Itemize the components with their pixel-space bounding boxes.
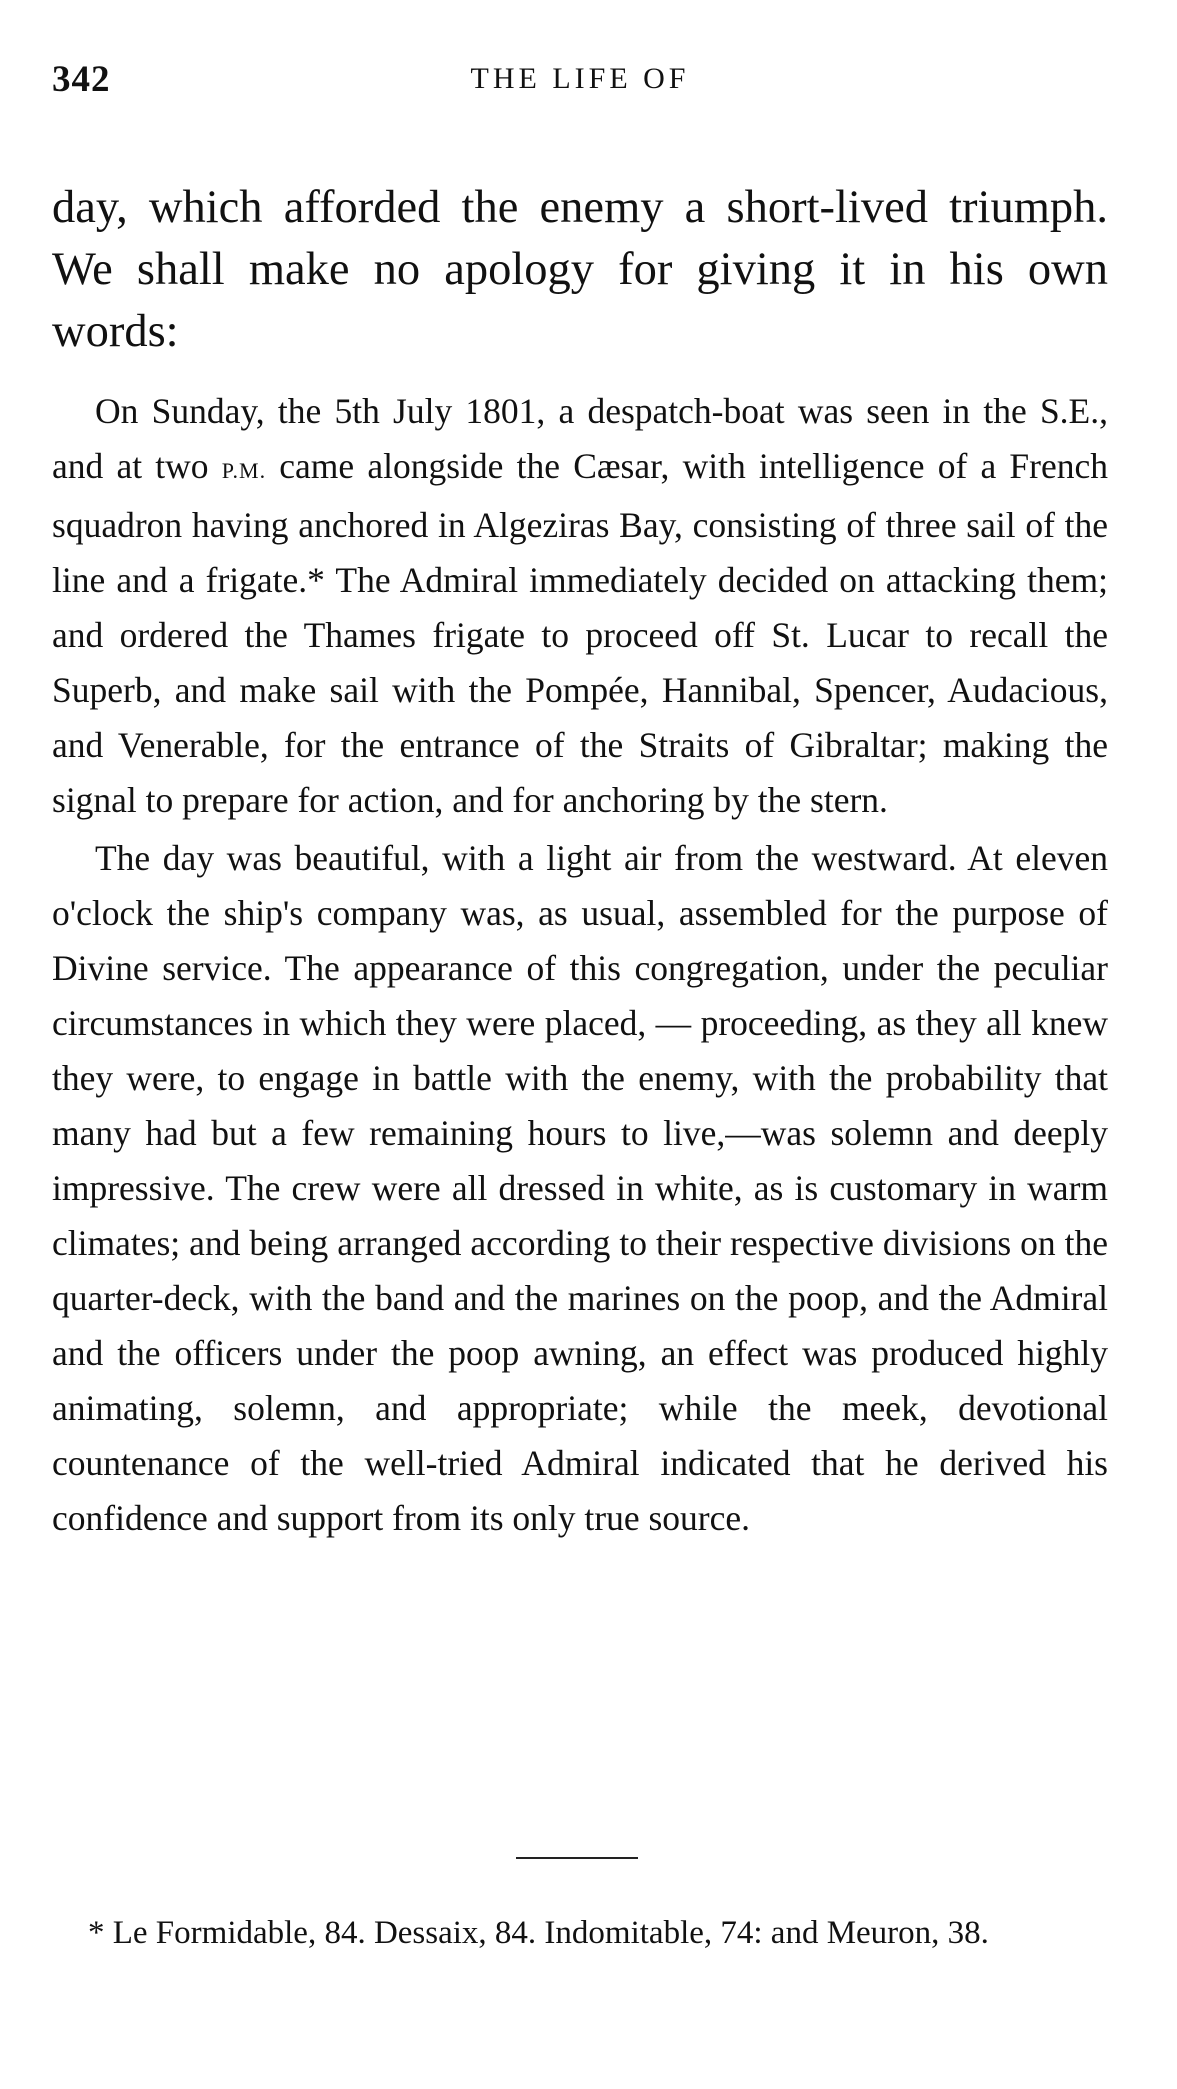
paragraph-1-text-end: came alongside the Cæsar, with intelligence of a French squadron having anchored in Algeziras Bay, consisting of three sail of the line and a frigate.* The Admiral immediately decided on attacking them; and ordered the Thames frigate to proceed off St. Lucar to recall the Superb, and make sail with the Pompée, Hannibal, Spencer, Audacious, and Venerable, for the entrance of the Straits of Gibraltar; making the signal to prepare for action, and for anchoring by the stern. xyxy=(52,446,1108,820)
footnote xyxy=(52,1910,1108,1957)
footnote-divider xyxy=(516,1857,638,1859)
footnote-text: * Le Formidable, 84. Dessaix, 84. Indomitable, 74: and Meuron, 38. xyxy=(88,1915,989,1951)
paragraph-1 xyxy=(52,384,1108,828)
page-number: 342 xyxy=(52,59,111,100)
running-head: THE LIFE OF xyxy=(470,62,690,95)
paragraph-1-text-start: On Sunday, the 5th July 1801, a despatch-boat was seen in the S.E., and at two xyxy=(52,391,1108,486)
paragraph-2: The day was beautiful, with a light air from the westward. At eleven o'clock the ship's company was, as usual, assembled for the purpose of Divine service. The appearance of this congregation, under the peculiar circumstances in which they were placed, — proceeding, as they all knew they were, to engage in battle with the enemy, with the probability that many had but a few remaining hours to live,—was solemn and deeply impressive. The crew were all dressed in white, as is customary in warm climates; and being arranged according to their respective divisions on the quarter-deck, with the band and the marines on the poop, and the Admiral and the officers under the poop awning, an effect was produced highly animating, solemn, and appropriate; while the meek, devotional countenance of the well-tried Admiral indicated that he derived his confidence and support from its only true source. xyxy=(52,838,1108,1538)
page-header xyxy=(52,58,1108,102)
quoted-narrative xyxy=(52,384,1108,1549)
lead-paragraph: day, which afforded the enemy a short-lived triumph. We shall make no apology for giving it in his own words: xyxy=(52,181,1108,357)
time-abbreviation: P.M. xyxy=(221,458,267,483)
